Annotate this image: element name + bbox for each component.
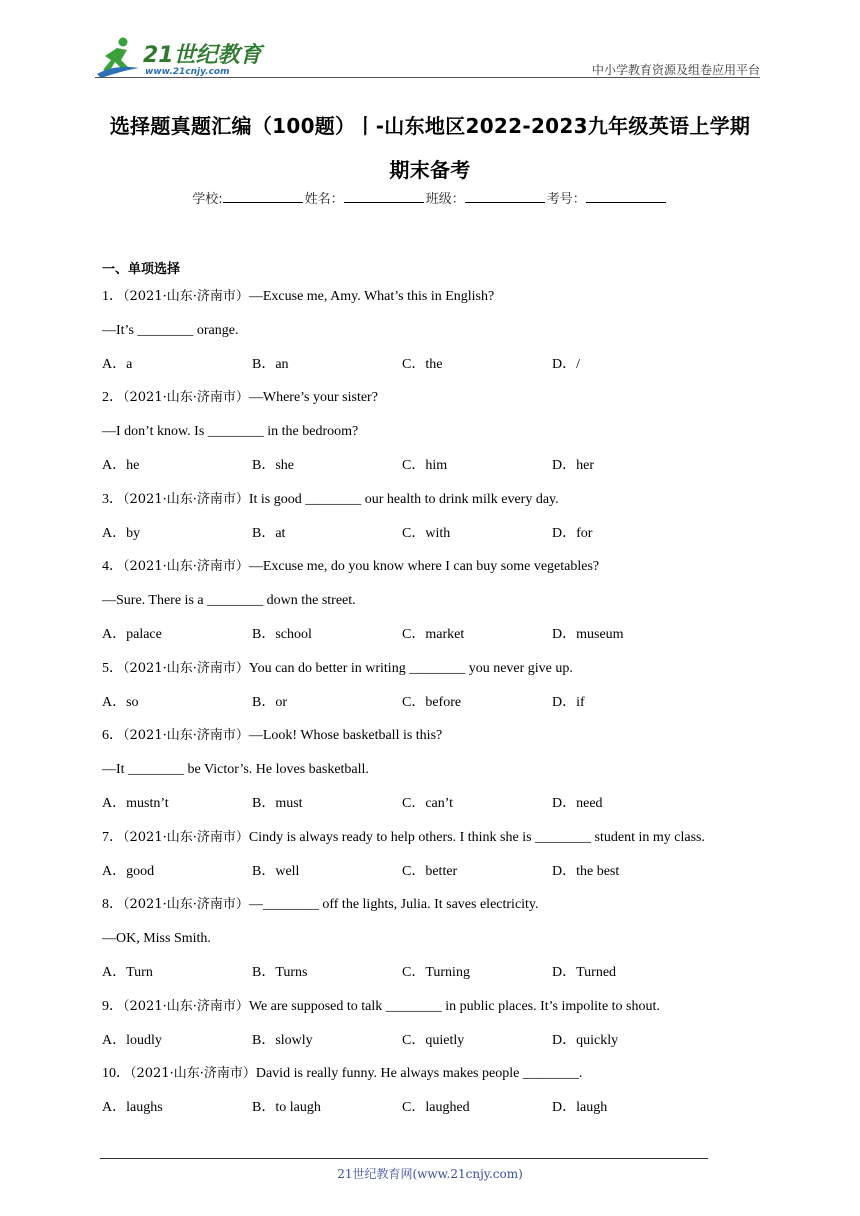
answer-options (102, 521, 782, 555)
answer-options (102, 352, 782, 386)
runner-icon (97, 38, 139, 79)
question-text: —Look! Whose basketball is this? (248, 728, 443, 744)
question-stem (102, 892, 782, 926)
name-label: 姓名： (304, 192, 344, 207)
answer-option[interactable]: D．museum (552, 626, 624, 642)
answer-option[interactable]: B．well (252, 863, 300, 879)
question-stem (102, 1061, 782, 1095)
answer-option[interactable]: C．can’t (402, 795, 454, 811)
question-number: 3． (102, 491, 123, 507)
question-text: You can do better in writing ________ you never give up. (248, 660, 573, 676)
question-stem (102, 825, 782, 859)
answer-options (102, 859, 782, 893)
question-stem (102, 994, 782, 1028)
answer-option[interactable]: D．need (552, 795, 603, 811)
answer-option[interactable]: A．mustn’t (102, 795, 169, 811)
question-text: David is really funny. He always makes people ________. (255, 1066, 583, 1082)
answer-options (102, 1095, 782, 1129)
answer-options (102, 690, 782, 724)
answer-option[interactable]: A．loudly (102, 1032, 162, 1048)
answer-option[interactable]: C．market (402, 626, 465, 642)
title-line-2: 期末备考 (389, 158, 471, 182)
answer-option[interactable]: B．slowly (252, 1032, 313, 1048)
answer-option[interactable]: B．an (252, 356, 289, 372)
answer-option[interactable]: B．school (252, 626, 312, 642)
question-source: （2021·山东·济南市） (123, 289, 249, 304)
answer-option[interactable]: D．Turned (552, 964, 617, 980)
question-number: 1． (102, 289, 123, 304)
answer-option[interactable]: B．must (252, 795, 303, 811)
question-number: 9． (102, 998, 123, 1014)
answer-option[interactable]: A．laughs (102, 1100, 163, 1116)
question-source: （2021·山东·济南市） (123, 491, 249, 507)
class-label: 班级： (425, 192, 465, 207)
answer-option[interactable]: D．for (552, 525, 593, 541)
answer-option[interactable]: C．with (402, 525, 451, 541)
answer-option[interactable]: D．the best (552, 863, 620, 879)
platform-label: 中小学教育资源及组卷应用平台 (591, 63, 760, 77)
section-heading: 一、单项选择 (102, 262, 181, 277)
question-source: （2021·山东·济南市） (123, 829, 249, 845)
answer-option[interactable]: A．palace (102, 626, 162, 642)
svg-text:www.21cnjy.com: www.21cnjy.com (145, 67, 230, 77)
answer-option[interactable]: C．Turning (402, 964, 470, 980)
header-divider (95, 77, 760, 78)
answer-option[interactable]: D．her (552, 457, 594, 473)
answer-option[interactable]: A．so (102, 694, 139, 710)
question-stem (102, 723, 782, 757)
answer-option[interactable]: B．she (252, 457, 294, 473)
question-source: （2021·山东·济南市） (123, 390, 249, 406)
question-source: （2021·山东·济南市） (123, 559, 249, 575)
student-info (0, 188, 860, 207)
question-text: We are supposed to talk ________ in public places. It’s impolite to shout. (248, 998, 660, 1014)
question-text: It is good ________ our health to drink milk every day. (248, 491, 559, 507)
class-field[interactable] (465, 190, 545, 203)
answer-options (102, 622, 782, 656)
question-text-continued: —Sure. There is a ________ down the street. (102, 593, 356, 609)
answer-option[interactable]: B．at (252, 525, 286, 541)
question-text-continued: —It’s ________ orange. (102, 322, 239, 338)
answer-option[interactable]: A．he (102, 457, 140, 473)
question-source: （2021·山东·济南市） (123, 728, 249, 744)
question-number: 8． (102, 897, 123, 913)
question-stem (102, 487, 782, 521)
question-number: 10． (102, 1066, 130, 1082)
question-number: 7． (102, 829, 123, 845)
question-stem (102, 284, 782, 318)
answer-option[interactable]: A．by (102, 525, 141, 541)
answer-option[interactable]: A．Turn (102, 964, 153, 980)
answer-options (102, 791, 782, 825)
question-text: Cindy is always ready to help others. I think she is ________ student in my class. (248, 829, 705, 845)
answer-option[interactable]: C．him (402, 457, 448, 473)
site-logo (95, 34, 265, 78)
answer-option[interactable]: D．/ (552, 356, 580, 372)
answer-options (102, 1028, 782, 1062)
answer-option[interactable]: C．quietly (402, 1032, 465, 1048)
answer-option[interactable]: C．laughed (402, 1100, 470, 1116)
answer-option[interactable]: C．the (402, 356, 443, 372)
answer-options (102, 453, 782, 487)
exam-no-field[interactable] (586, 190, 666, 203)
question-stem (102, 656, 782, 690)
answer-option[interactable]: C．better (402, 863, 458, 879)
question-source: （2021·山东·济南市） (123, 660, 249, 676)
answer-option[interactable]: B．to laugh (252, 1100, 321, 1116)
school-label: 学校: (192, 192, 223, 207)
answer-options (102, 960, 782, 994)
name-field[interactable] (344, 190, 424, 203)
question-source: （2021·山东·济南市） (123, 897, 249, 913)
question-source: （2021·山东·济南市） (130, 1066, 256, 1082)
answer-option[interactable]: D．quickly (552, 1032, 619, 1048)
question-text-continued: —OK, Miss Smith. (102, 931, 211, 947)
answer-option[interactable]: D．laugh (552, 1100, 608, 1116)
question-text: —Excuse me, do you know where I can buy some vegetables? (248, 559, 600, 575)
question-stem (102, 554, 782, 588)
question-list (102, 284, 782, 1129)
answer-option[interactable]: A．a (102, 356, 133, 372)
answer-option[interactable]: C．before (402, 694, 462, 710)
question-number: 4． (102, 559, 123, 575)
school-field[interactable] (223, 190, 303, 203)
question-text: —Where’s your sister? (248, 390, 378, 406)
page-title (95, 104, 765, 192)
footer-text: 21世纪教育网(www.21cnjy.com) (337, 1167, 523, 1181)
question-text: —________ off the lights, Julia. It saves electricity. (248, 897, 539, 913)
title-line-1: 选择题真题汇编（100题）丨-山东地区2022-2023九年级英语上学期 (109, 114, 751, 138)
question-stem (102, 385, 782, 419)
page-header (95, 34, 760, 78)
exam-no-label: 考号： (546, 192, 586, 207)
question-number: 2． (102, 390, 123, 406)
answer-option[interactable]: D．if (552, 694, 585, 710)
question-number: 5． (102, 660, 123, 676)
question-text-continued: —It ________ be Victor’s. He loves basketball. (102, 762, 369, 778)
footer-divider (100, 1158, 708, 1159)
question-source: （2021·山东·济南市） (123, 998, 249, 1014)
answer-option[interactable]: B．or (252, 694, 287, 710)
answer-option[interactable]: A．good (102, 863, 155, 879)
svg-text:21世纪教育: 21世纪教育 (143, 43, 262, 68)
question-text-continued: —I don’t know. Is ________ in the bedroom? (102, 424, 359, 440)
answer-option[interactable]: B．Turns (252, 964, 308, 980)
question-text: —Excuse me, Amy. What’s this in English? (248, 289, 495, 304)
question-number: 6． (102, 728, 123, 744)
